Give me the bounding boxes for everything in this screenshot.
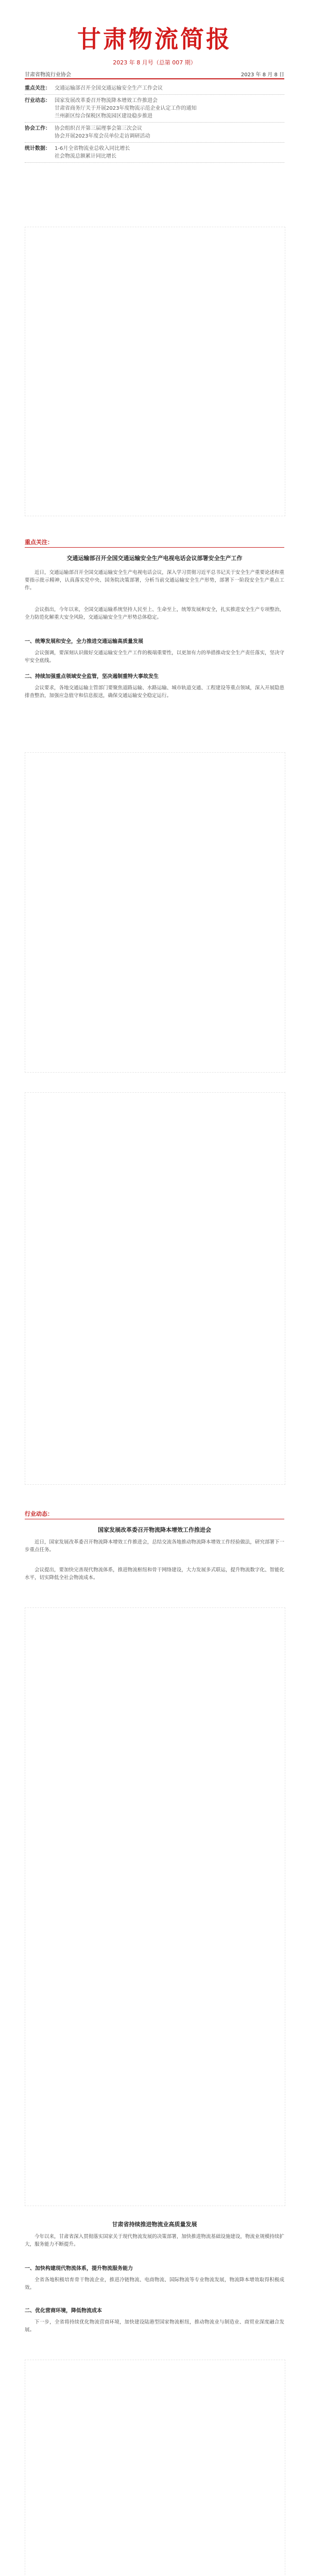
- issue-number: 2023 年 8 月号（总第 007 期）: [113, 59, 196, 66]
- toc-item[interactable]: 协会组织召开第三届理事会第三次会议: [55, 126, 142, 131]
- paragraph: 下一步，全省将持续优化物流营商环境，加快建设陆港型国家物流枢纽，推动物流业与制造业、商贸业深度融合发展。: [25, 2319, 284, 2333]
- article-subhead: 一、统筹发展和安全，全力推进交通运输高质量发展: [25, 639, 143, 645]
- toc-row: [25, 95, 284, 123]
- toc-label: 重点关注：: [25, 86, 50, 91]
- table-of-contents: [25, 82, 284, 163]
- paragraph: 会议提出，要加快完善现代物流体系，推进物流枢纽和骨干网络建设，大力发展多式联运，提升物流数字化、智能化水平，切实降低全社会物流成本。: [25, 1567, 284, 1581]
- toc-item[interactable]: 社会物流总额累计同比增长: [55, 154, 116, 159]
- paragraph: 近日，国家发展改革委召开物流降本增效工作推进会，总结交流各地推动物流降本增效工作经验做法，研究部署下一步重点任务。: [25, 1539, 284, 1553]
- paragraph: 会议指出，今年以来，全国交通运输系统坚持人民至上、生命至上，统筹发展和安全，扎实推进安全生产专项整治，全力防范化解重大安全风险，交通运输安全生产形势总体稳定。: [25, 607, 284, 620]
- section-news-title: 行业动态：: [25, 1511, 53, 1517]
- article-subhead: 二、持续加强重点领域安全监管，坚决遏制重特大事故发生: [25, 674, 159, 680]
- photo-placeholder: [25, 2360, 285, 2576]
- article-subhead: 二、优化营商环境，降低物流成本: [25, 2308, 102, 2314]
- publisher-row: [25, 70, 284, 78]
- toc-item[interactable]: 交通运输部召开全国交通运输安全生产工作会议: [55, 86, 163, 91]
- section-divider: [25, 547, 284, 548]
- photo-placeholder: [25, 1092, 285, 1485]
- publisher: 甘肃省物流行业协会: [25, 72, 71, 78]
- photo-placeholder: [25, 227, 285, 516]
- paragraph: 近日，交通运输部召开全国交通运输安全生产电视电话会议，深入学习贯彻习近平总书记关于安全生产重要论述和重要指示批示精神，认真落实党中央、国务院决策部署，分析当前交通运输安全生产形势，部署下一阶段安全生产重点工作。: [25, 570, 284, 591]
- toc-item[interactable]: 甘肃省商务厅关于开展2023年度物流示范企业认定工作的通知: [55, 106, 197, 111]
- toc-row: [25, 143, 284, 163]
- paragraph: 会议强调，要深刻认识做好交通运输安全生产工作的极端重要性，以更加有力的举措推动安全生产责任落实，坚决守牢安全底线。: [25, 650, 284, 664]
- toc-label: 协会工作：: [25, 126, 50, 131]
- toc-item[interactable]: 兰州新区综合保税区物流园区建设稳步推进: [55, 113, 152, 119]
- photo-placeholder: [25, 752, 285, 1073]
- article-headline: 交通运输部召开全国交通运输安全生产电视电话会议部署安全生产工作: [66, 555, 243, 562]
- article-headline: 国家发展改革委召开物流降本增效工作推进会: [98, 1527, 211, 1533]
- toc-row: [25, 123, 284, 143]
- toc-label: 统计数据：: [25, 146, 50, 151]
- masthead-title: 甘肃物流简报: [77, 25, 232, 53]
- toc-item[interactable]: 协会开展2023年度会员单位走访调研活动: [55, 133, 150, 139]
- article-headline: 甘肃省持续推进物流业高质量发展: [112, 2221, 197, 2228]
- paragraph: 全省各地积极培育骨干物流企业，推进冷链物流、电商物流、国际物流等专业物流发展，物流降本增效取得积极成效。: [25, 2277, 284, 2291]
- paragraph: 今年以来，甘肃省深入贯彻落实国家关于现代物流发展的决策部署，加快推进物流基础设施建设，物流业规模持续扩大，服务能力不断提升。: [25, 2234, 284, 2247]
- photo-placeholder: [25, 1607, 285, 2206]
- section-focus-title: 重点关注：: [25, 539, 53, 546]
- paragraph: 会议要求，各地交通运输主管部门要聚焦道路运输、水路运输、城市轨道交通、工程建设等重点领域，深入开展隐患排查整治，加强应急值守和信息报送，确保交通运输安全稳定运行。: [25, 685, 284, 699]
- article-subhead: 一、加快构建现代物流体系，提升物流服务能力: [25, 2266, 133, 2272]
- toc-item[interactable]: 1-6月全省物流业总收入同比增长: [55, 146, 130, 151]
- publish-date: 2023 年 8 月 8 日: [241, 72, 284, 78]
- toc-label: 行业动态：: [25, 98, 50, 104]
- toc-item[interactable]: 国家发展改革委召开物流降本增效工作推进会: [55, 98, 158, 104]
- masthead: [0, 21, 309, 55]
- toc-row: [25, 82, 284, 95]
- masthead-divider: [25, 78, 284, 79]
